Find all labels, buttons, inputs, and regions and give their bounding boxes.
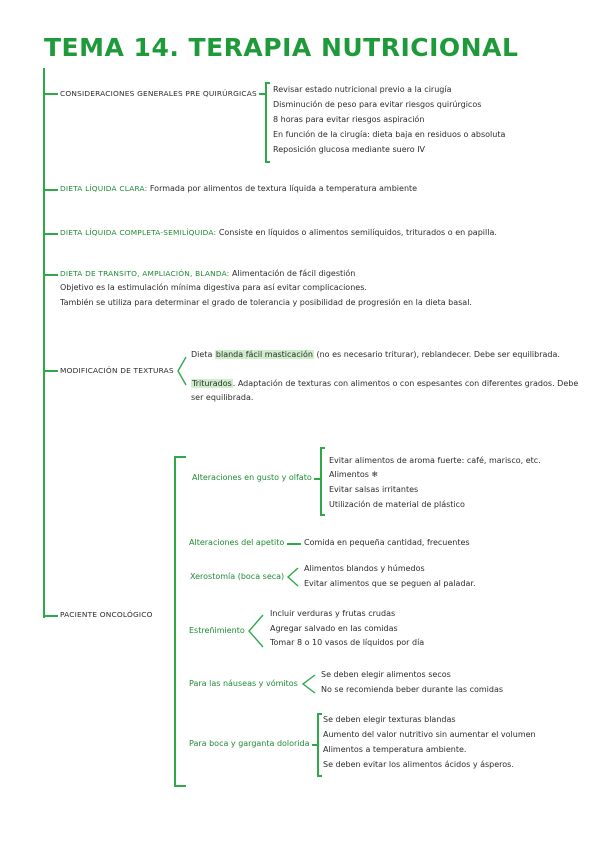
g4-item: Tomar 8 o 10 vasos de líquidos por día	[270, 638, 425, 647]
page-title: TEMA 14. TERAPIA NUTRICIONAL	[44, 33, 519, 62]
s1-item: 8 horas para evitar riesgos aspiración	[273, 115, 425, 124]
transit-diet-line2: Objetivo es la estimulación mínima digestiva para así evitar complicaciones.	[60, 283, 367, 292]
textures-soft-pre: Dieta	[191, 350, 215, 359]
g4-item: Agregar salvado en las comidas	[270, 624, 398, 633]
transit-diet-label: DIETA DE TRANSITO, AMPLIACIÓN, BLANDA:	[60, 269, 230, 278]
s1-item: En función de la cirugía: dieta baja en residuos o absoluta	[273, 130, 506, 139]
s1-item: Reposición glucosa mediante suero IV	[273, 145, 426, 154]
section-considerations-label: CONSIDERACIONES GENERALES PRE QUIRÚRGICAS	[60, 89, 257, 98]
textures-crushed-post: . Adaptación de texturas con alimentos o con espesantes con diferentes grados. Debe	[232, 379, 579, 388]
bracket-g6	[317, 713, 319, 776]
bracket-g6-link	[312, 744, 317, 746]
oncology-appetite-label: Alteraciones del apetito	[189, 538, 285, 547]
complete-liquid-label: DIETA LÍQUIDA COMPLETA-SEMILÍQUIDA:	[60, 228, 217, 237]
section-textures-label: MODIFICACIÓN DE TEXTURAS	[60, 366, 174, 375]
textures-soft-highlight: blanda fácil masticación	[215, 350, 313, 359]
g6-item: Se deben evitar los alimentos ácidos y ásperos.	[323, 760, 514, 769]
g1-item: Alimentos ❄	[329, 470, 379, 479]
g6-item: Alimentos a temperatura ambiente.	[323, 745, 467, 754]
oncology-nausea-label: Para las náuseas y vómitos	[189, 679, 298, 688]
bracket-g6-top	[317, 713, 322, 715]
g6-item: Aumento del valor nutritivo sin aumentar el volumen	[323, 730, 536, 739]
g4-item: Incluir verduras y frutas crudas	[270, 609, 396, 618]
s1-item: Revisar estado nutricional previo a la cirugía	[273, 85, 452, 94]
section-oncology-label: PACIENTE ONCOLÓGICO	[60, 610, 153, 619]
textures-crushed-highlight: Triturados	[192, 379, 232, 388]
g5-item: No se recomienda beber durante las comidas	[321, 685, 504, 694]
clear-liquid-text: Formada por alimentos de textura líquida a temperatura ambiente	[149, 184, 418, 193]
oncology-constipation-label: Estreñimiento	[189, 626, 245, 635]
textures-soft-post: (no es necesario triturar), reblandecer. Debe ser equilibrada.	[313, 350, 560, 359]
oncology-taste-smell-label: Alteraciones en gusto y olfato	[192, 473, 312, 482]
s1-item: Disminución de peso para evitar riesgos quirúrgicos	[273, 100, 482, 109]
transit-diet-text: Alimentación de fácil digestión	[232, 269, 356, 278]
transit-diet-line3: También se utiliza para determinar el grado de tolerancia y posibilidad de progresión en la dieta basal.	[60, 298, 472, 307]
oncology-sore-throat-label: Para boca y garganta dolorida	[189, 739, 310, 748]
g5-item: Se deben elegir alimentos secos	[321, 670, 451, 679]
clear-liquid-label: DIETA LÍQUIDA CLARA:	[60, 184, 148, 193]
g6-item: Se deben elegir texturas blandas	[323, 715, 456, 724]
textures-crushed-line2: ser equilibrada.	[191, 393, 254, 402]
bracket-g6-bottom	[317, 775, 322, 777]
g1-item: Evitar salsas irritantes	[329, 485, 419, 494]
appetite-text: Comida en pequeña cantidad, frecuentes	[304, 538, 470, 547]
g3-item: Alimentos blandos y húmedos	[304, 564, 425, 573]
g1-item: Evitar alimentos de aroma fuerte: café, marisco, etc.	[329, 456, 541, 465]
g3-item: Evitar alimentos que se peguen al paladar.	[304, 579, 476, 588]
oncology-xerostomia-label: Xerostomía (boca seca)	[190, 572, 285, 581]
complete-liquid-text: Consiste en líquidos o alimentos semilíquidos, triturados o en papilla.	[218, 228, 497, 237]
g1-item: Utilización de material de plástico	[329, 500, 465, 509]
